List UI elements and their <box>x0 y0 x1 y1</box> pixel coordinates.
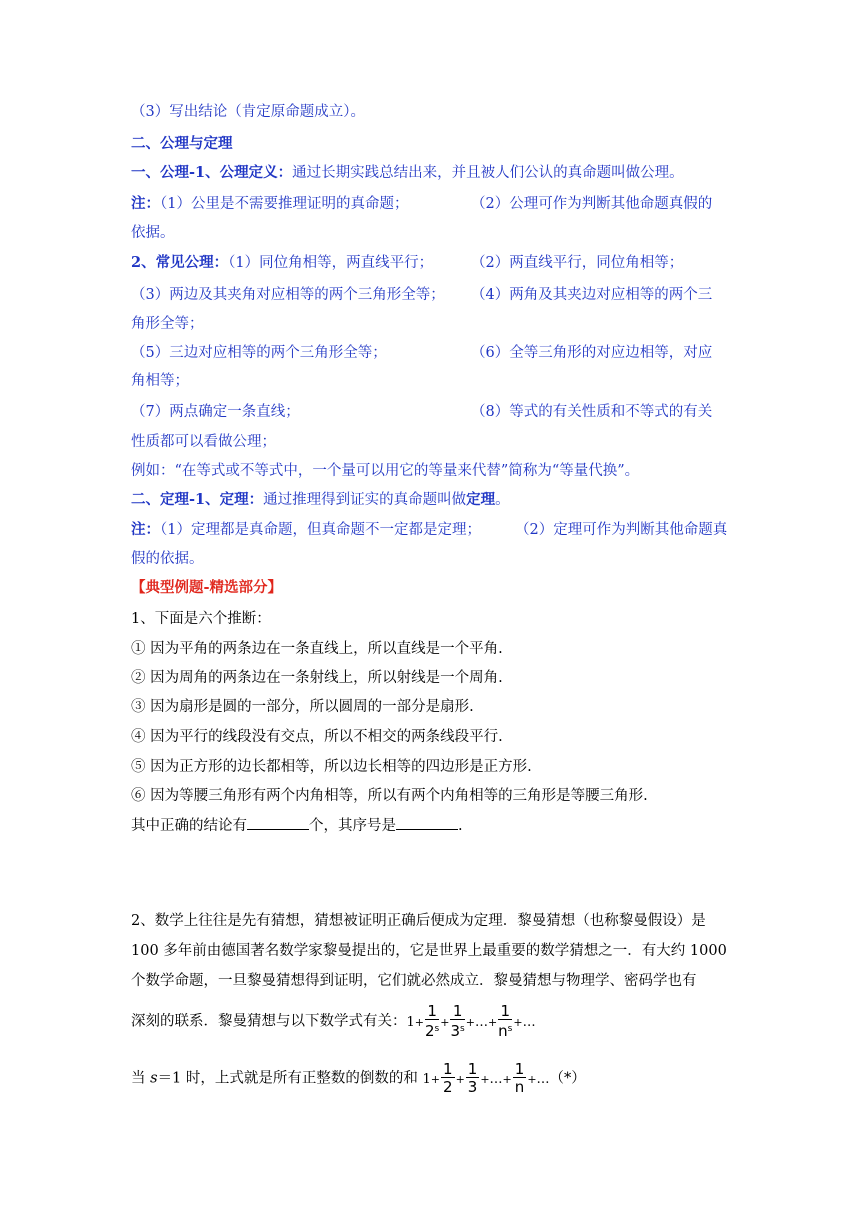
line-5-prefix: 当 <box>131 1070 151 1087</box>
answer-prompt-order: 个，其序号是 <box>309 818 396 834</box>
question-2-line-2: 100 多年前由德国著名数学家黎曼提出的，它是世界上最重要的数学猜想之一．有大约 1000 <box>131 943 727 959</box>
theorem-note-2-cont: 假的依据。 <box>131 551 204 567</box>
theorem-note <box>131 520 481 540</box>
axiom-5: （5）三边对应相等的两个三角形全等； <box>131 345 387 361</box>
theorem-note-label: 注： <box>131 521 160 538</box>
question-2-line-1: 2、数学上往往是先有猜想，猜想被证明正确后便成为定理．黎曼猜想（也称黎曼假设）是 <box>131 913 706 929</box>
fraction-1-over-2s: $\frac{1}{2^s}$ <box>425 1002 440 1040</box>
theorem-note-1: （1）定理都是真命题，但真命题不一定都是定理； <box>160 522 481 538</box>
inference-6: ⑥ 因为等腰三角形有两个内角相等，所以有两个内角相等的三角形是等腰三角形. <box>131 788 648 804</box>
axiom-2: （2）两直线平行，同位角相等； <box>471 255 684 271</box>
theorem-definition-text: 通过推理得到证实的真命题叫做 <box>263 492 467 508</box>
question-2-line-5 <box>131 1061 586 1096</box>
question-1-answer-line <box>131 815 463 836</box>
axiom-4-cont: 角形全等； <box>131 316 204 332</box>
examples-heading: 【典型例题-精选部分】 <box>131 579 283 596</box>
fraction-1-over-3s: $\frac{1}{3^s}$ <box>450 1002 465 1040</box>
axiom-definition-label: 一、公理-1、公理定义： <box>131 164 293 181</box>
question-2-line-4-text: 深刻的联系．黎曼猜想与以下数学式有关： <box>131 1013 407 1030</box>
answer-prompt-count: 其中正确的结论有 <box>131 818 247 834</box>
line-5-text: ＝1 时，上式就是所有正整数的倒数的和 <box>157 1070 423 1087</box>
question-2-line-3: 个数学命题，一旦黎曼猜想得到证明，它们就必然成立．黎曼猜想与物理学、密码学也有 <box>131 973 697 989</box>
example-equal-substitution: 例如：“在等式或不等式中，一个量可以用它的等量来代替”简称为“等量代换”。 <box>131 463 640 479</box>
axiom-4: （4）两角及其夹边对应相等的两个三 <box>471 287 713 303</box>
section-heading-axioms-theorems: 二、公理与定理 <box>131 135 233 152</box>
theorem-period: 。 <box>495 492 510 508</box>
question-1-stem: 1、下面是六个推断： <box>131 611 271 627</box>
harmonic-series-formula: 1+ $\frac{1}{2}$ + $\frac{1}{3}$ +…+ $\frac{1}{n}$ +… <box>422 1060 550 1096</box>
fraction-1-over-ns: $\frac{1}{n^s}$ <box>498 1002 513 1040</box>
common-axioms-label: 2、常见公理： <box>131 254 229 271</box>
axiom-8: （8）等式的有关性质和不等式的有关 <box>471 404 713 420</box>
answer-blank-count[interactable] <box>247 815 309 830</box>
variable-s: s <box>150 1070 158 1087</box>
fraction-1-over-n: $\frac{1}{n}$ <box>514 1060 525 1096</box>
inference-3: ③ 因为扇形是圆的一部分，所以圆周的一部分是扇形. <box>131 699 474 715</box>
answer-period: . <box>458 818 463 834</box>
conclusion-step: （3）写出结论（肯定原命题成立）。 <box>131 104 365 120</box>
inference-5: ⑤ 因为正方形的边长都相等，所以边长相等的四边形是正方形. <box>131 759 532 775</box>
question-2-line-4 <box>131 1003 536 1040</box>
axiom-8-cont: 性质都可以看做公理； <box>131 434 276 450</box>
axiom-6: （6）全等三角形的对应边相等，对应 <box>471 345 713 361</box>
inference-2: ② 因为周角的两条边在一条射线上，所以射线是一个周角. <box>131 670 503 686</box>
axiom-definition-text: 通过长期实践总结出来，并且被人们公认的真命题叫做公理。 <box>292 165 684 181</box>
fraction-1-over-2: $\frac{1}{2}$ <box>443 1060 453 1096</box>
axiom-1: （1）同位角相等，两直线平行； <box>228 255 434 271</box>
axiom-note <box>131 194 408 214</box>
axiom-7: （7）两点确定一条直线； <box>131 404 300 420</box>
line-5-suffix: （*） <box>549 1070 586 1087</box>
zeta-series-formula: 1+ $\frac{1}{2^s}$ + $\frac{1}{3^s}$ +…+ $\frac{1}{n^s}$ +… <box>406 1002 536 1040</box>
theorem-definition-label: 二、定理-1、定理： <box>131 491 264 508</box>
answer-blank-order[interactable] <box>396 815 458 830</box>
theorem-definition <box>131 490 510 510</box>
axiom-definition <box>131 163 684 183</box>
note-item-2: （2）公理可作为判断其他命题真假的 <box>471 196 713 212</box>
axiom-3: （3）两边及其夹角对应相等的两个三角形全等； <box>131 287 445 303</box>
axiom-6-cont: 角相等； <box>131 373 189 389</box>
theorem-term: 定理 <box>466 491 496 508</box>
inference-4: ④ 因为平行的线段没有交点，所以不相交的两条线段平行. <box>131 729 503 745</box>
theorem-note-2: （2）定理可作为判断其他命题真 <box>515 522 728 538</box>
note-item-2-cont: 依据。 <box>131 225 175 241</box>
inference-1: ① 因为平角的两条边在一条直线上，所以直线是一个平角. <box>131 641 503 657</box>
note-item-1: （1）公里是不需要推理证明的真命题； <box>160 196 409 212</box>
note-label: 注： <box>131 195 160 212</box>
fraction-1-over-3: $\frac{1}{3}$ <box>467 1060 478 1096</box>
common-axioms <box>131 253 433 273</box>
